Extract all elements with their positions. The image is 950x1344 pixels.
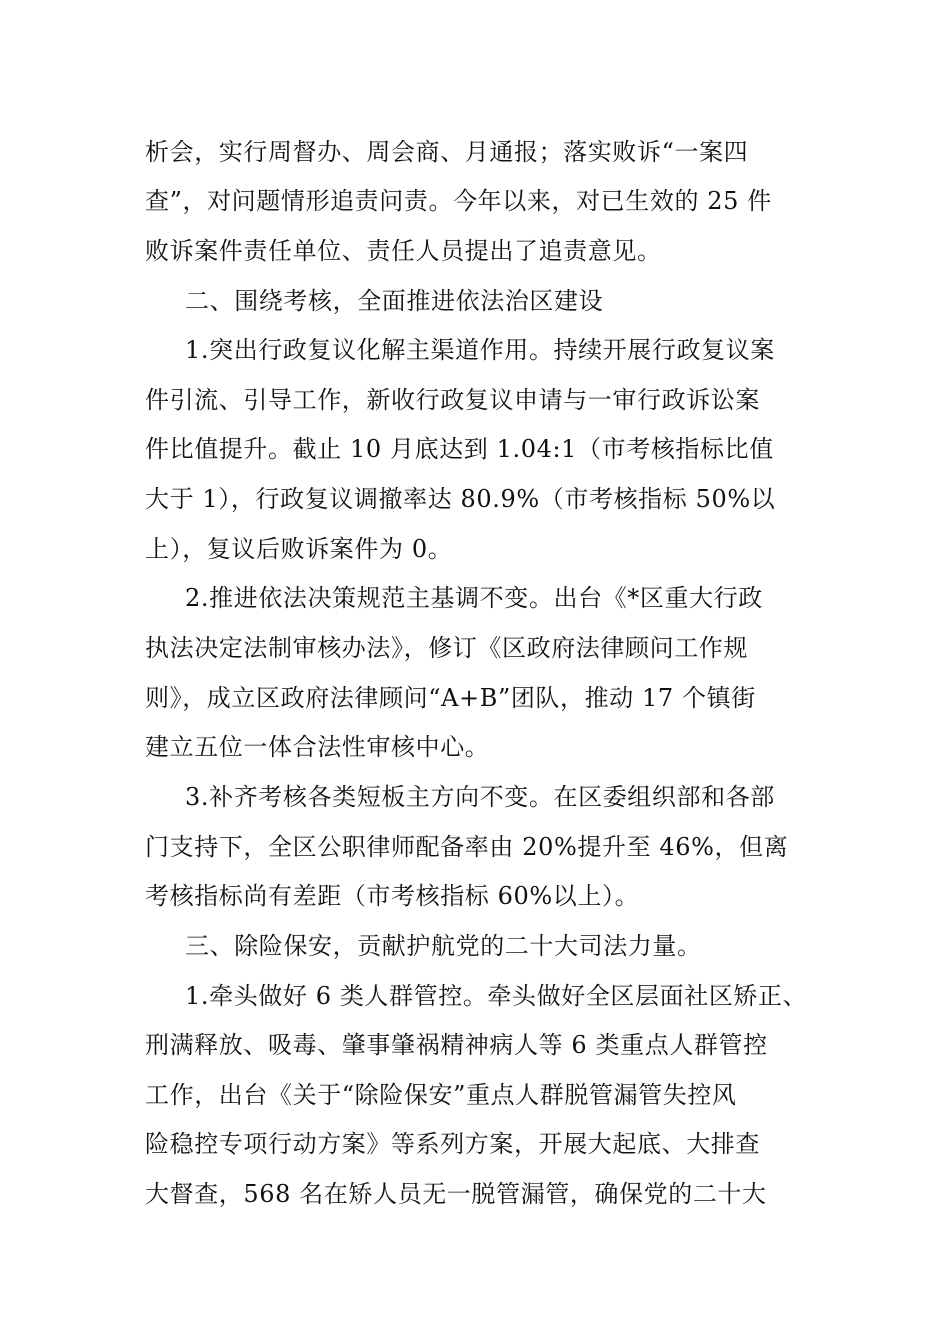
section-heading: 三、除险保安，贡献护航党的二十大司法力量。 [185,932,702,960]
text-line: 上），复议后败诉案件为 0。 [145,535,453,563]
section-heading: 二、围绕考核，全面推进依法治区建设 [185,287,604,315]
text-line: 门支持下，全区公职律师配备率由 20%提升至 46%，但离 [145,833,789,861]
text-line: 大督查，568 名在矫人员无一脱管漏管，确保党的二十大 [145,1180,767,1208]
text-line: 执法决定法制审核办法》，修订《区政府法律顾问工作规 [145,634,748,662]
text-line: 考核指标尚有差距（市考核指标 60%以上）。 [145,882,640,910]
text-line: 析会，实行周督办、周会商、月通报；落实败诉“一案四 [145,138,749,166]
text-line: 查”，对问题情形追责问责。今年以来，对已生效的 25 件 [145,187,772,215]
text-line: 险稳控专项行动方案》等系列方案，开展大起底、大排查 [145,1130,760,1158]
text-line: 2.推进依法决策规范主基调不变。出台《*区重大行政 [185,584,763,612]
text-line: 工作，出台《关于“除险保安”重点人群脱管漏管失控风 [145,1081,737,1109]
text-line: 刑满释放、吸毒、肇事肇祸精神病人等 6 类重点人群管控 [145,1031,768,1059]
text-line: 则》，成立区政府法律顾问“A+B”团队，推动 17 个镇街 [145,684,756,712]
text-line: 件比值提升。截止 10 月底达到 1.04:1（市考核指标比值 [145,435,774,463]
text-line: 件引流、引导工作，新收行政复议申请与一审行政诉讼案 [145,386,760,414]
text-line: 败诉案件责任单位、责任人员提出了追责意见。 [145,237,662,265]
text-line: 建立五位一体合法性审核中心。 [145,733,490,761]
text-line: 3.补齐考核各类短板主方向不变。在区委组织部和各部 [185,783,775,811]
text-line: 1.突出行政复议化解主渠道作用。持续开展行政复议案 [185,336,775,364]
text-line: 1.牵头做好 6 类人群管控。牵头做好全区层面社区矫正、 [185,982,808,1010]
text-line: 大于 1），行政复议调撤率达 80.9%（市考核指标 50%以 [145,485,776,513]
